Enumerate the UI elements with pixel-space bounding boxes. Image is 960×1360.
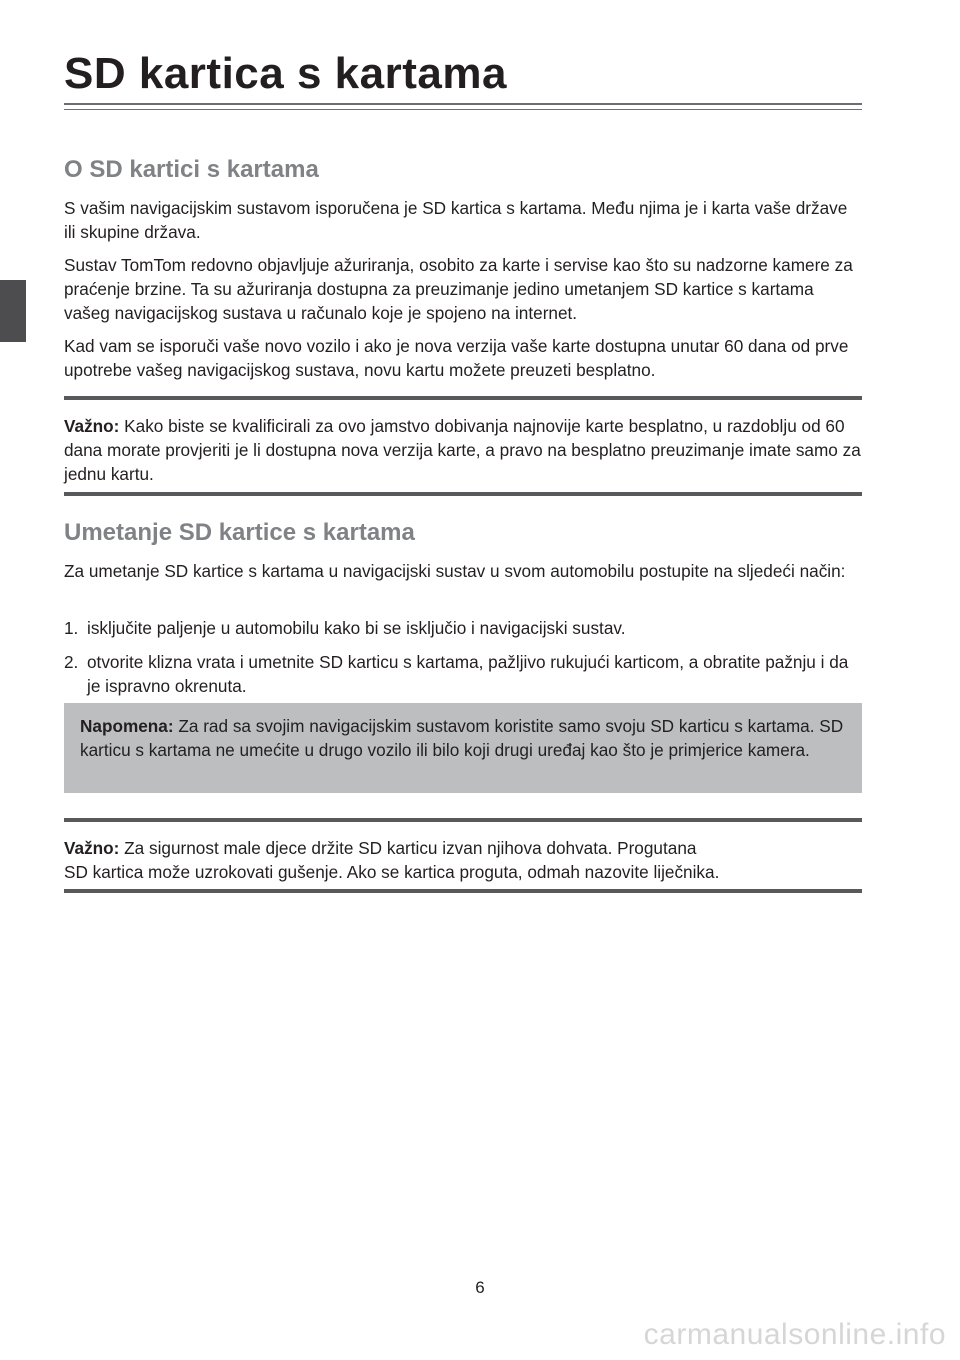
chapter-tab-marker xyxy=(0,280,26,342)
important-label: Važno: xyxy=(64,416,120,436)
section-heading-about: O SD kartici s kartama xyxy=(64,156,319,183)
important-note-guarantee xyxy=(64,414,862,486)
title-divider xyxy=(64,103,862,110)
note-label: Napomena: xyxy=(80,716,174,736)
section-heading-insert: Umetanje SD kartice s kartama xyxy=(64,519,415,546)
important2-line1: Za sigurnost male djece držite SD karticu izvan njihova dohvata. Progutana xyxy=(119,838,697,858)
paragraph-intro: S vašim navigacijskim sustavom isporučena je SD kartica s kartama. Među njima je i karta vaše države ili skupine država. xyxy=(64,198,848,242)
page-number: 6 xyxy=(475,1278,485,1297)
list-text: otvorite klizna vrata i umetnite SD karticu s kartama, pažljivo rukujući karticom, a obratite pažnju i da je ispravno okrenuta. xyxy=(87,652,849,696)
note-text-block xyxy=(80,714,850,762)
note-box xyxy=(64,703,862,793)
note-text: Za rad sa svojim navigacijskim sustavom koristite samo svoju SD karticu s kartama. SD karticu s kartama ne umećite u drugo vozilo ili bilo koji drugi uređaj kao što je primjerice kamera. xyxy=(80,716,844,760)
paragraph-free-map: Kad vam se isporuči vaše novo vozilo i ako je nova verzija vaše karte dostupna unutar 60 dana od prve upotrebe vašeg navigacijskog sustava, novu kartu možete preuzeti besplatno. xyxy=(64,336,849,380)
list-number: 2. xyxy=(64,652,79,672)
important2-bottom-rule xyxy=(64,889,862,893)
important-top-rule xyxy=(64,396,862,400)
list-text: isključite paljenje u automobilu kako bi se isključio i navigacijski sustav. xyxy=(87,618,626,638)
paragraph-insert-intro: Za umetanje SD kartice s kartama u navigacijski sustav u svom automobilu postupite na sljedeći način: xyxy=(64,561,846,581)
important-bottom-rule xyxy=(64,492,862,496)
important2-line2: SD kartica može uzrokovati gušenje. Ako se kartica proguta, odmah nazovite liječnika. xyxy=(64,862,720,882)
watermark: carmanualsonline.info xyxy=(643,1318,946,1351)
important-note-safety xyxy=(64,836,862,884)
important-text: Kako biste se kvalificirali za ovo jamstvo dobivanja najnovije karte besplatno, u razdoblju od 60 dana morate provjeriti je li dostupna nova verzija karte, a pravo na besplatno preuzimanje imate samo za jednu kartu. xyxy=(64,416,861,484)
important2-label: Važno: xyxy=(64,838,120,858)
important2-top-rule xyxy=(64,818,862,822)
paragraph-updates: Sustav TomTom redovno objavljuje ažuriranja, osobito za karte i servise kao što su nadzorne kamere za praćenje brzine. Ta su ažuriranja dostupna za preuzimanje jedino umetanjem SD kartice s kartama vašeg navigacijskog sustava u računalo koje je spojeno na internet. xyxy=(64,255,853,323)
page-title: SD kartica s kartama xyxy=(64,49,507,98)
list-number: 1. xyxy=(64,618,79,638)
